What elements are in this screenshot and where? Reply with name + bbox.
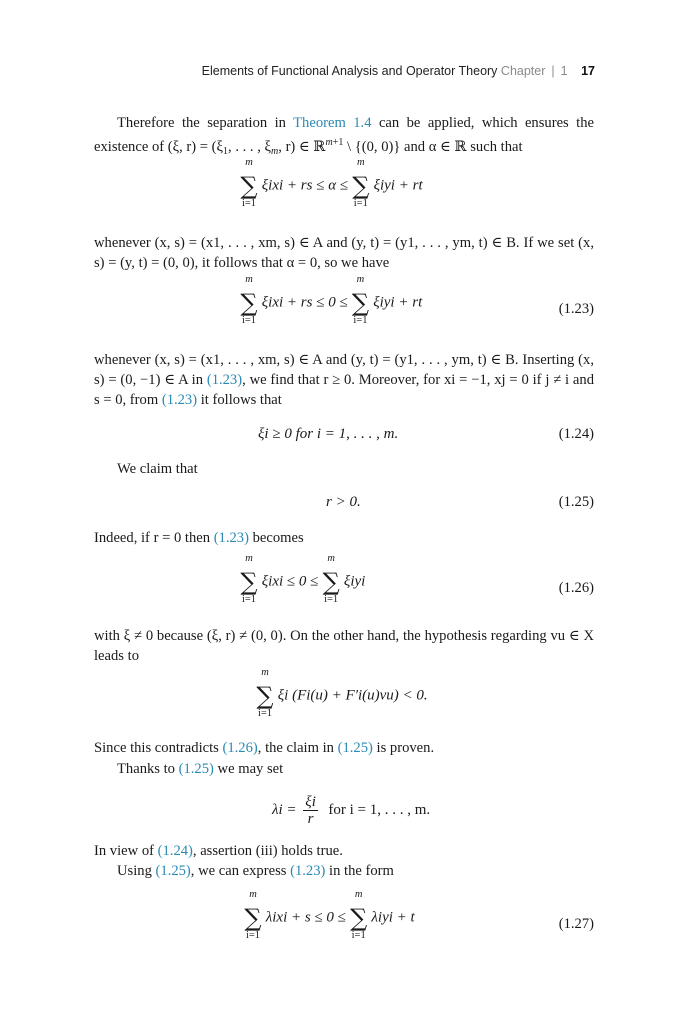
equation-hypothesis: m ∑ i=1 ξi (Fi(u) + F′i(u)vu) < 0. bbox=[256, 667, 428, 719]
ref-eq-1-25[interactable]: (1.25) bbox=[337, 740, 373, 756]
claim-text: We claim that bbox=[117, 461, 198, 477]
ref-eq-1-23[interactable]: (1.23) bbox=[206, 372, 243, 388]
paragraph-7: Thanks to (1.25) we may set bbox=[117, 761, 284, 777]
ref-eq-1-23[interactable]: (1.23) bbox=[213, 530, 249, 546]
paragraph-6: Since this contradicts (1.26), the claim in (1.25) is proven. bbox=[94, 740, 435, 756]
ref-eq-1-23[interactable]: (1.23) bbox=[161, 392, 198, 408]
equation-number: (1.24) bbox=[558, 426, 594, 442]
equation-number: (1.26) bbox=[558, 580, 594, 596]
equation-1-25: r > 0. (1.25) bbox=[326, 494, 594, 510]
ref-theorem[interactable]: Theorem 1.4 bbox=[293, 115, 372, 131]
page-number: 17 bbox=[581, 64, 595, 78]
header-chapter: Chapter bbox=[500, 64, 546, 78]
equation-1-27: m ∑ i=1 λixi + s ≤ 0 ≤ m ∑ i=1 λiyi + t (1.27) bbox=[244, 889, 594, 941]
paragraph-8: In view of (1.24), assertion (iii) holds true. bbox=[94, 843, 343, 859]
equation-1-24: ξi ≥ 0 for i = 1, . . . , m. (1.24) bbox=[258, 426, 594, 442]
paragraph-5: with ξ ≠ 0 because (ξ, r) ≠ (0, 0). On the other hand, the hypothesis regarding vu ∈ X leads to bbox=[94, 628, 594, 664]
running-header bbox=[0, 64, 595, 78]
paragraph-2: whenever (x, s) = (x1, . . . , xm, s) ∈ A and (y, t) = (y1, . . . , ym, t) ∈ B. If we set (x, s) = (y, t) = (0, 0), it follows that α = 0, so we have bbox=[94, 235, 594, 271]
paragraph-1: Therefore the separation in Theorem 1.4 can be applied, which ensures the existence of (ξ, $r) = (\xi_1$, . . . , $\xi_m$, r) ∈ ℝ$^{m+1}$ \ {(0, 0)} and α ∈ ℝ such that bbox=[94, 115, 594, 157]
header-chapter-number: 1 bbox=[560, 64, 568, 78]
equation-separation: m ∑ i=1 ξixi + rs ≤ α ≤ m ∑ i=1 ξiyi + rt bbox=[240, 157, 423, 209]
equation-number: (1.27) bbox=[558, 916, 594, 932]
paragraph-9: Using (1.25), we can express (1.23) in the form bbox=[117, 863, 394, 879]
ref-eq-1-25[interactable]: (1.25) bbox=[178, 761, 214, 777]
equation-1-26: m ∑ i=1 ξixi ≤ 0 ≤ m ∑ i=1 ξiyi (1.26) bbox=[240, 553, 594, 605]
header-title: Elements of Functional Analysis and Operator Theory bbox=[201, 64, 498, 78]
ref-eq-1-25[interactable]: (1.25) bbox=[155, 863, 191, 879]
equation-lambda: λi = $\frac{\xi i}{r}$ for i = 1, . . . , m. bbox=[272, 794, 431, 827]
ref-eq-1-23[interactable]: (1.23) bbox=[290, 863, 326, 879]
equation-number: (1.25) bbox=[558, 494, 594, 510]
ref-eq-1-26[interactable]: (1.26) bbox=[222, 740, 258, 756]
ref-eq-1-24[interactable]: (1.24) bbox=[157, 843, 193, 859]
paragraph-3: whenever (x, s) = (x1, . . . , xm, s) ∈ A and (y, t) = (y1, . . . , ym, t) ∈ B. Inserting (x, s) = (0, −1) ∈ A in (1.23), we find that r ≥ 0. Moreover, for xi = −1, xj = 0 if j ≠ i and s = 0, from (1.23) it follows that bbox=[94, 352, 594, 408]
paragraph-4: Indeed, if r = 0 then (1.23) becomes bbox=[94, 530, 304, 546]
header-separator: | bbox=[551, 64, 555, 78]
equation-1-23: m ∑ i=1 ξixi + rs ≤ 0 ≤ m ∑ i=1 ξiyi + rt (1.23) bbox=[240, 274, 594, 326]
equation-number: (1.23) bbox=[558, 301, 594, 317]
